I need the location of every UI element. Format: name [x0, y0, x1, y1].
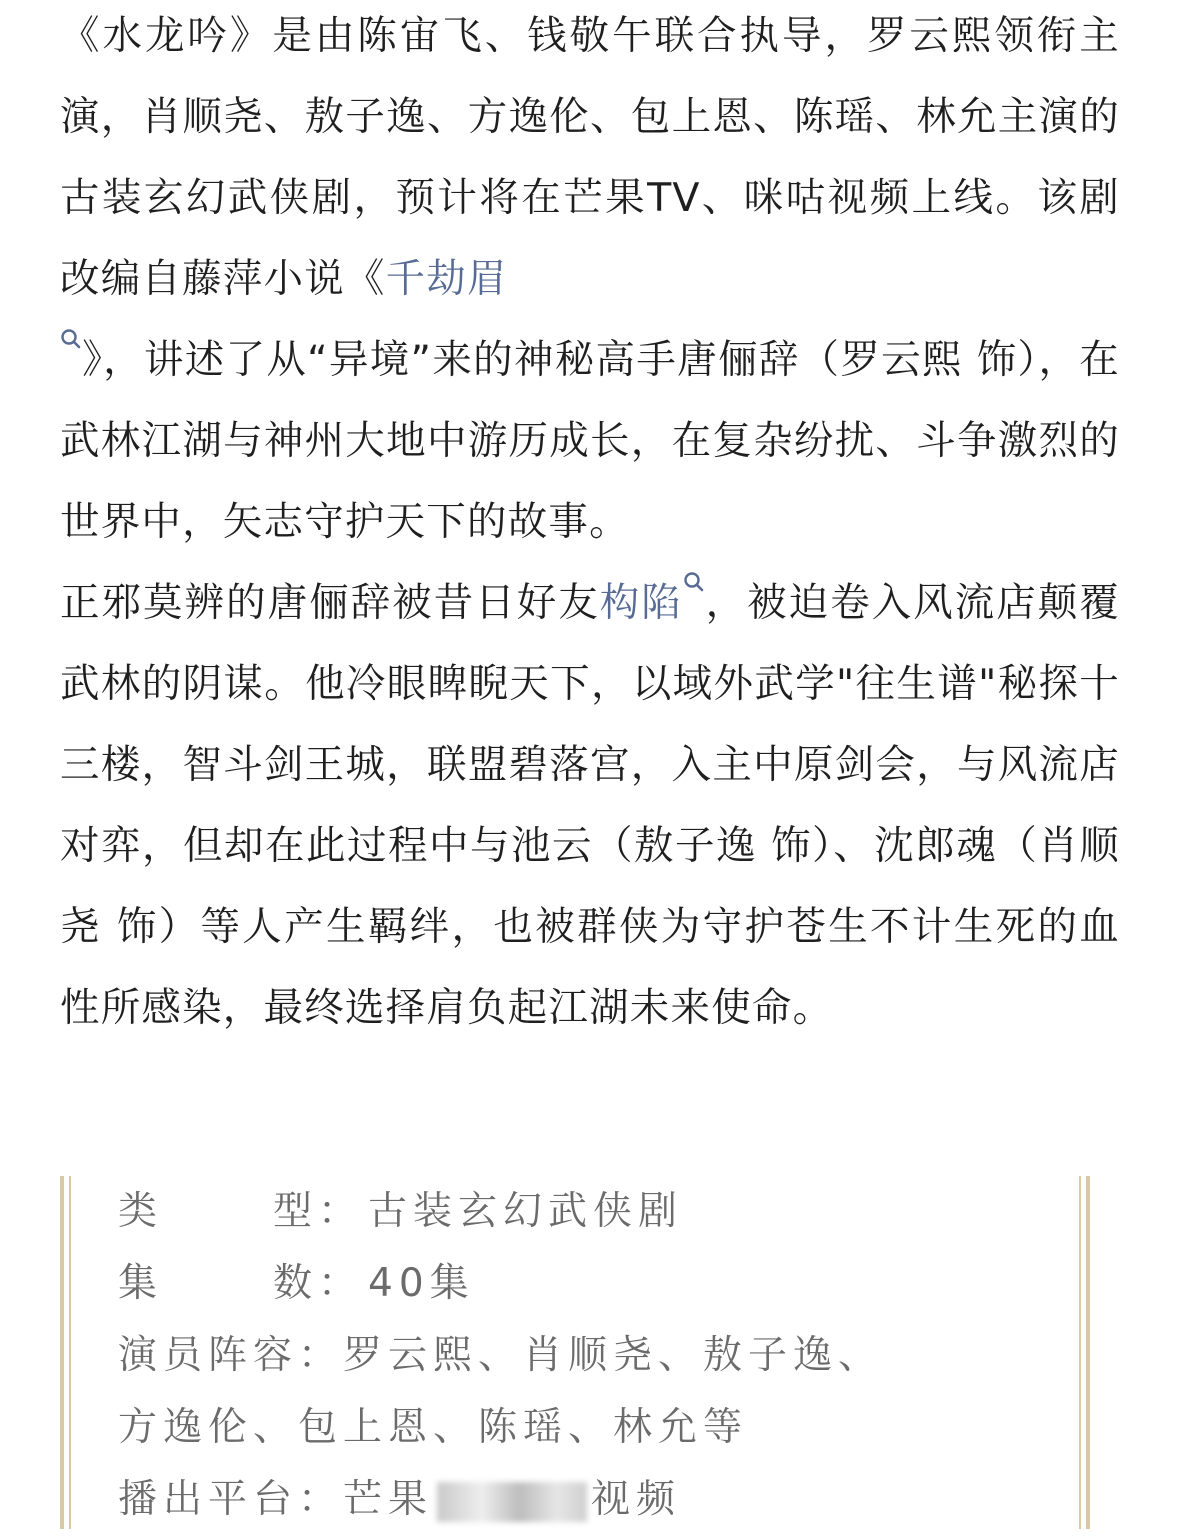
episodes-value: 40集	[368, 1261, 475, 1306]
search-icon[interactable]	[683, 571, 705, 601]
link-gouxian[interactable]: 构陷	[599, 580, 683, 626]
paragraph-intro	[60, 0, 1120, 563]
blurred-watermark	[437, 1482, 587, 1522]
platform-value-a: 芒果	[343, 1477, 434, 1522]
info-row-cast-cont	[118, 1392, 1048, 1464]
episodes-label: 集 数：	[118, 1261, 364, 1306]
plot-text-b: ，被迫卷入风流店颠覆武林的阴谋。他冷眼睥睨天下，以域外武学"往生谱"秘探十三楼，智斗剑王城，联盟碧落宫，入主中原剑会，与风流店对弈，但却在此过程中与池云（敖子逸 饰）、沈郎魂（肖顺尧 饰）等人产生羁绊，也被群侠为守护苍生不计生死的血性所感染，最终选择肩负起江湖未来使命。	[60, 580, 1121, 1031]
search-icon[interactable]	[60, 328, 82, 358]
info-row-genre	[118, 1176, 1048, 1248]
info-row-platform	[118, 1464, 1048, 1536]
plot-text-a: 正邪莫辨的唐俪辞被昔日好友	[60, 580, 600, 626]
info-row-episodes	[118, 1248, 1048, 1320]
border-left	[60, 1176, 64, 1529]
info-rows	[118, 1176, 1048, 1536]
genre-value: 古装玄幻武侠剧	[368, 1189, 684, 1234]
border-right	[1086, 1176, 1090, 1529]
info-box	[60, 1176, 1090, 1529]
genre-label: 类 型：	[118, 1189, 364, 1234]
cast-value-line2: 方逸伦、包上恩、陈瑶、林允等	[118, 1405, 749, 1450]
cast-label: 演员阵容：	[118, 1333, 344, 1378]
intro-text-b: 》，讲述了从“异境”来的神秘高手唐俪辞（罗云熙 饰），在武林江湖与神州大地中游历成长，在复杂纷扰、斗争激烈的世界中，矢志守护天下的故事。	[60, 337, 1120, 545]
border-left-inner	[69, 1176, 71, 1529]
article-body	[60, 0, 1120, 1049]
link-qianjiemei[interactable]: 千劫眉	[385, 256, 508, 302]
info-row-cast	[118, 1320, 1048, 1392]
platform-value-b: 视频	[591, 1477, 682, 1522]
border-right-inner	[1079, 1176, 1081, 1529]
paragraph-plot	[60, 563, 1120, 1049]
platform-label: 播出平台：	[118, 1477, 344, 1522]
cast-value-line1: 罗云熙、肖顺尧、敖子逸、	[343, 1333, 884, 1378]
intro-text-a: 《水龙吟》是由陈宙飞、钱敬午联合执导，罗云熙领衔主演，肖顺尧、敖子逸、方逸伦、包上恩、陈瑶、林允主演的古装玄幻武侠剧，预计将在芒果TV、咪咕视频上线。该剧改编自藤萍小说《	[60, 13, 1120, 302]
